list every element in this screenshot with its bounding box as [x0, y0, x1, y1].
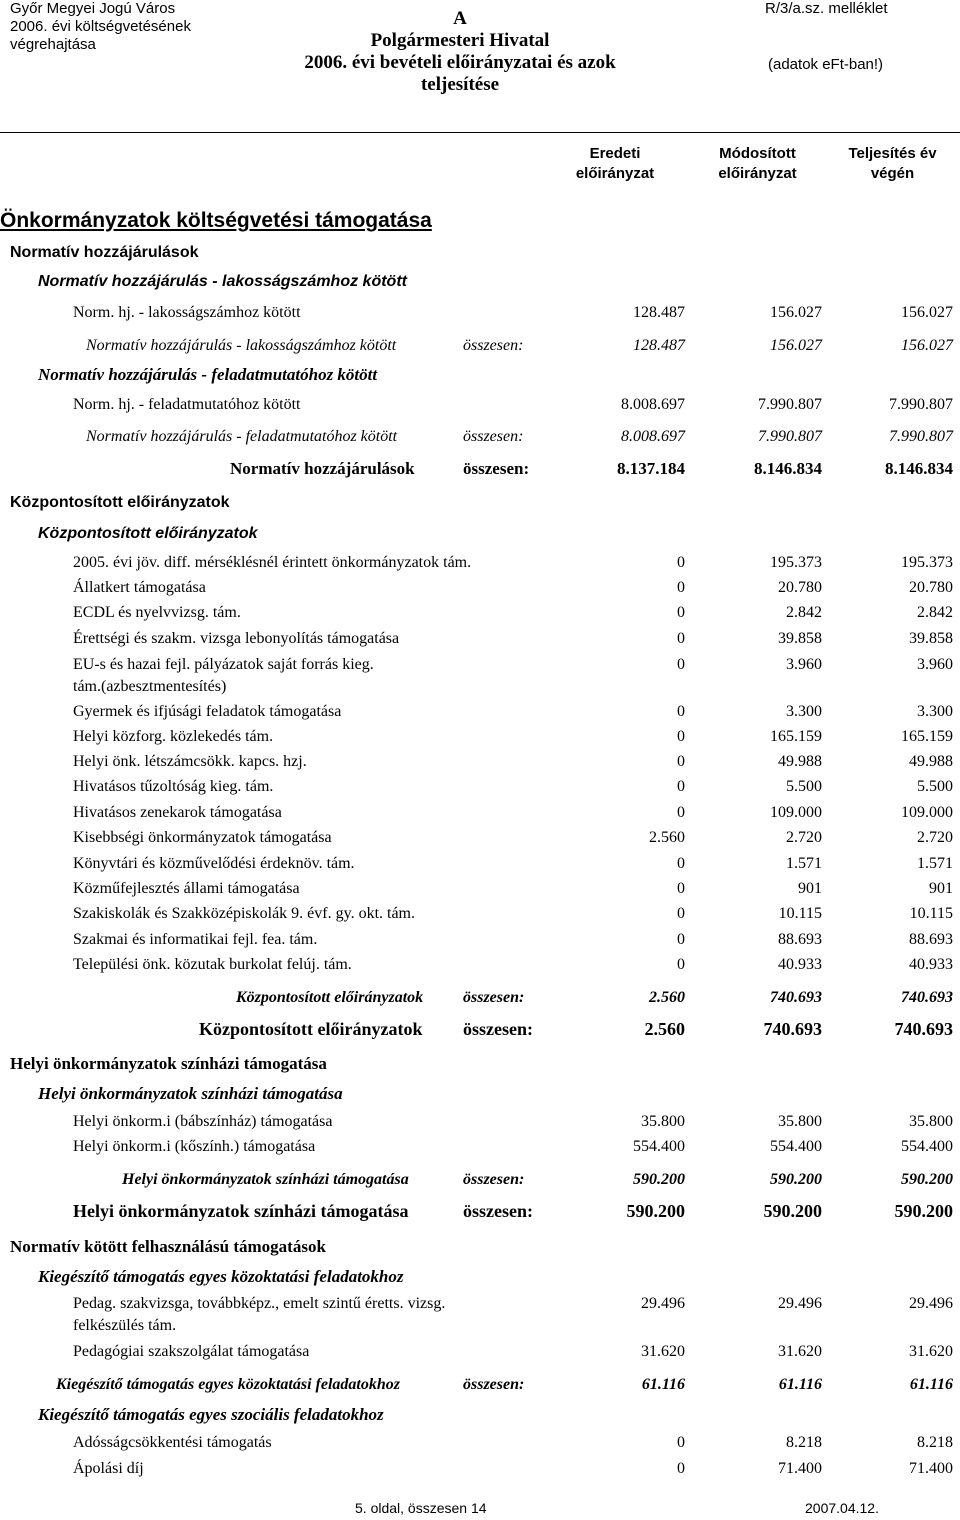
- value-modified: 40.933: [778, 956, 822, 973]
- annex-label: R/3/a.sz. melléklet: [765, 0, 888, 17]
- row-label: Normatív hozzájárulások: [230, 459, 415, 478]
- value-original: 0: [677, 630, 685, 647]
- row-label: Központosított előirányzatok: [199, 1019, 423, 1039]
- value-fulfilled: 31.620: [909, 1343, 953, 1360]
- value-original: 128.487: [633, 337, 685, 354]
- value-fulfilled: 71.400: [909, 1460, 953, 1477]
- row-label: Szakmai és informatikai fejl. fea. tám.: [73, 931, 318, 948]
- col-modified-line1: Módosított: [719, 145, 796, 162]
- total-label: összesen:: [463, 1201, 533, 1221]
- total-label: összesen:: [463, 337, 524, 354]
- row-label: Települési önk. közutak burkolat felúj. tám.: [73, 956, 352, 973]
- row-label: Hivatásos zenekarok támogatása: [73, 804, 282, 821]
- value-fulfilled: 2.720: [917, 829, 953, 846]
- row-label: Normatív kötött felhasználású támogatások: [10, 1237, 326, 1256]
- units-note: (adatok eFt-ban!): [768, 56, 884, 73]
- row-label: Helyi önkormányzatok színházi támogatása: [10, 1054, 327, 1073]
- row-label: Szakiskolák és Szakközépiskolák 9. évf. gy. okt. tám.: [73, 905, 415, 922]
- value-modified: 156.027: [770, 304, 822, 321]
- value-original: 0: [677, 1460, 685, 1477]
- row-label: Pedag. szakvizsga, továbbképz., emelt szintű éretts. vizsg.: [73, 1295, 446, 1312]
- value-fulfilled: 165.159: [901, 728, 953, 745]
- row-label: Gyermek és ifjúsági feladatok támogatása: [73, 703, 342, 720]
- row-label: Hivatásos tűzoltóság kieg. tám.: [73, 778, 274, 795]
- row-label: Kiegészítő támogatás egyes közoktatási feladatokhoz: [56, 1376, 400, 1393]
- row-label: ECDL és nyelvvizsg. tám.: [73, 604, 241, 621]
- col-modified-line2: előirányzat: [718, 165, 797, 182]
- value-fulfilled: 1.571: [917, 855, 953, 872]
- row-label: Pedagógiai szakszolgálat támogatása: [73, 1343, 310, 1360]
- value-fulfilled: 3.300: [917, 703, 953, 720]
- value-modified: 156.027: [770, 337, 822, 354]
- value-fulfilled: 109.000: [901, 804, 953, 821]
- title-letter: A: [453, 8, 467, 29]
- row-label: Helyi önkormányzatok színházi támogatása: [73, 1201, 409, 1221]
- value-original: 0: [677, 905, 685, 922]
- header-rule: [0, 132, 960, 133]
- row-label: Helyi közforg. közlekedés tám.: [73, 728, 274, 745]
- document-title: [260, 8, 660, 96]
- row-label: Norm. hj. - feladatmutatóhoz kötött: [73, 396, 301, 413]
- value-modified: 3.300: [786, 703, 822, 720]
- value-fulfilled: 3.960: [917, 656, 953, 673]
- value-modified: 71.400: [778, 1460, 822, 1477]
- value-fulfilled: 901: [929, 880, 953, 897]
- value-original: 8.008.697: [621, 428, 685, 445]
- col-fulfilled-line2: végén: [870, 165, 915, 182]
- value-modified: 3.960: [786, 656, 822, 673]
- value-fulfilled: 20.780: [909, 579, 953, 596]
- row-label: Helyi önkormányzatok színházi támogatása: [38, 1084, 343, 1103]
- value-fulfilled: 2.842: [917, 604, 953, 621]
- total-label: összesen:: [463, 459, 530, 478]
- col-fulfilled-line1: Teljesítés év: [848, 145, 937, 162]
- value-fulfilled: 590.200: [894, 1201, 953, 1221]
- row-label: Norm. hj. - lakosságszámhoz kötött: [73, 304, 301, 321]
- row-label: Normatív hozzájárulás - feladatmutatóhoz kötött: [38, 365, 378, 384]
- row-label: Normatív hozzájárulások: [10, 244, 199, 261]
- value-original: 61.116: [641, 1376, 685, 1393]
- value-original: 31.620: [641, 1343, 685, 1360]
- row-label: EU-s és hazai fejl. pályázatok saját forrás kieg.: [73, 656, 374, 673]
- row-label: Helyi önkorm.i (kőszính.) támogatása: [73, 1138, 316, 1155]
- value-fulfilled: 49.988: [909, 753, 953, 770]
- row-label: Normatív hozzájárulás - feladatmutatóhoz kötött: [86, 428, 398, 445]
- row-label: Közműfejlesztés állami támogatása: [73, 880, 300, 897]
- row-label: Kiegészítő támogatás egyes közoktatási feladatokhoz: [38, 1267, 404, 1286]
- row-label: Könyvtári és közművelődési érdeknöv. tám.: [73, 855, 355, 872]
- value-modified: 61.116: [778, 1376, 822, 1393]
- value-original: 2.560: [649, 829, 685, 846]
- value-modified: 554.400: [770, 1138, 822, 1155]
- value-modified: 2.720: [786, 829, 822, 846]
- value-original: 0: [677, 554, 685, 571]
- value-modified: 195.373: [770, 554, 822, 571]
- total-label: összesen:: [463, 1171, 525, 1188]
- value-fulfilled: 7.990.807: [889, 428, 953, 445]
- value-fulfilled: 195.373: [901, 554, 953, 571]
- value-original: 35.800: [641, 1113, 685, 1130]
- value-original: 0: [677, 855, 685, 872]
- value-fulfilled: 10.115: [909, 905, 953, 922]
- value-original: 0: [677, 579, 685, 596]
- value-modified: 35.800: [778, 1113, 822, 1130]
- value-modified: 740.693: [763, 1019, 822, 1039]
- page-number: 5. oldal, összesen 14: [355, 1500, 487, 1516]
- col-original-header: [555, 144, 675, 184]
- value-fulfilled: 61.116: [909, 1376, 953, 1393]
- row-label: Kisebbségi önkormányzatok támogatása: [73, 829, 332, 846]
- value-fulfilled: 39.858: [909, 630, 953, 647]
- execution-label: végrehajtása: [10, 36, 96, 53]
- value-original: 29.496: [641, 1295, 685, 1312]
- value-fulfilled: 5.500: [917, 778, 953, 795]
- value-original: 0: [677, 703, 685, 720]
- row-label: Érettségi és szakm. vizsga lebonyolítás támogatása: [73, 630, 400, 647]
- value-modified: 590.200: [770, 1171, 822, 1188]
- value-modified: 8.146.834: [754, 459, 822, 478]
- value-fulfilled: 88.693: [909, 931, 953, 948]
- total-label: összesen:: [463, 1376, 525, 1393]
- value-fulfilled: 40.933: [909, 956, 953, 973]
- value-modified: 901: [798, 880, 822, 897]
- header-left-block: [10, 0, 191, 54]
- value-fulfilled: 29.496: [909, 1295, 953, 1312]
- value-modified: 1.571: [786, 855, 822, 872]
- total-label: összesen:: [463, 989, 525, 1006]
- value-original: 0: [677, 604, 685, 621]
- value-fulfilled: 35.800: [909, 1113, 953, 1130]
- value-fulfilled: 590.200: [901, 1171, 953, 1188]
- value-modified: 7.990.807: [758, 428, 822, 445]
- value-modified: 20.780: [778, 579, 822, 596]
- row-label: Központosított előirányzatok: [236, 989, 424, 1006]
- total-label: összesen:: [463, 1019, 533, 1039]
- value-modified: 8.218: [786, 1434, 822, 1451]
- value-modified: 740.693: [770, 989, 822, 1006]
- value-original: 128.487: [633, 304, 685, 321]
- value-fulfilled: 740.693: [894, 1019, 953, 1039]
- value-fulfilled: 8.218: [917, 1434, 953, 1451]
- value-modified: 590.200: [763, 1201, 822, 1221]
- row-label: Önkormányzatok költségvetési támogatása: [0, 209, 432, 232]
- value-original: 2.560: [649, 989, 685, 1006]
- row-label: Adósságcsökkentési támogatás: [73, 1434, 272, 1451]
- value-modified: 49.988: [778, 753, 822, 770]
- value-original: 0: [677, 1434, 685, 1451]
- col-modified-header: [695, 144, 820, 184]
- title-institution: Polgármesteri Hivatal: [370, 30, 550, 51]
- row-label: Normatív hozzájárulás - lakosságszámhoz kötött: [86, 337, 397, 354]
- row-label-continued: felkészülés tám.: [73, 1317, 177, 1334]
- value-original: 2.560: [644, 1019, 685, 1039]
- value-original: 0: [677, 880, 685, 897]
- print-date: 2007.04.12.: [805, 1500, 879, 1516]
- row-label: Helyi önkormányzatok színházi támogatása: [122, 1171, 409, 1188]
- value-original: 0: [677, 931, 685, 948]
- col-fulfilled-header: [830, 144, 955, 184]
- value-original: 590.200: [626, 1201, 685, 1221]
- value-fulfilled: 7.990.807: [889, 396, 953, 413]
- value-fulfilled: 156.027: [901, 304, 953, 321]
- value-original: 0: [677, 956, 685, 973]
- row-label: Helyi önkorm.i (bábszínház) támogatása: [73, 1113, 333, 1130]
- value-modified: 2.842: [786, 604, 822, 621]
- col-original-line2: előirányzat: [575, 165, 655, 182]
- budget-year: 2006. évi költségvetésének: [10, 18, 191, 35]
- col-original-line1: Eredeti: [589, 145, 641, 162]
- value-original: 590.200: [633, 1171, 685, 1188]
- row-label: Kiegészítő támogatás egyes szociális feladatokhoz: [38, 1405, 384, 1424]
- value-original: 8.137.184: [617, 459, 685, 478]
- row-label: 2005. évi jöv. diff. mérséklésnél érintett önkormányzatok tám.: [73, 554, 472, 571]
- value-modified: 39.858: [778, 630, 822, 647]
- title-subject: 2006. évi bevételi előirányzatai és azok: [304, 52, 616, 73]
- value-original: 0: [677, 656, 685, 673]
- value-modified: 5.500: [786, 778, 822, 795]
- value-fulfilled: 554.400: [901, 1138, 953, 1155]
- value-modified: 10.115: [778, 905, 822, 922]
- value-fulfilled: 8.146.834: [885, 459, 953, 478]
- value-modified: 29.496: [778, 1295, 822, 1312]
- value-modified: 7.990.807: [758, 396, 822, 413]
- row-label: Központosított előirányzatok: [10, 494, 230, 511]
- value-original: 0: [677, 753, 685, 770]
- value-modified: 109.000: [770, 804, 822, 821]
- value-original: 0: [677, 804, 685, 821]
- value-modified: 165.159: [770, 728, 822, 745]
- row-label: Központosított előirányzatok: [38, 525, 258, 542]
- row-label: Ápolási díj: [73, 1460, 144, 1477]
- total-label: összesen:: [463, 428, 524, 445]
- value-original: 0: [677, 728, 685, 745]
- value-original: 8.008.697: [621, 396, 685, 413]
- value-modified: 88.693: [778, 931, 822, 948]
- row-label: Normatív hozzájárulás - lakosságszámhoz kötött: [38, 273, 407, 290]
- row-label: Helyi önk. létszámcsökk. kapcs. hzj.: [73, 753, 307, 770]
- city-name: Győr Megyei Jogú Város: [10, 0, 176, 17]
- value-fulfilled: 740.693: [901, 989, 953, 1006]
- title-subject-end: teljesítése: [420, 74, 500, 95]
- value-fulfilled: 156.027: [901, 337, 953, 354]
- value-original: 0: [677, 778, 685, 795]
- row-label-continued: tám.(azbesztmentesítés): [73, 678, 227, 695]
- row-label: Állatkert támogatása: [73, 579, 206, 596]
- value-modified: 31.620: [778, 1343, 822, 1360]
- value-original: 554.400: [633, 1138, 685, 1155]
